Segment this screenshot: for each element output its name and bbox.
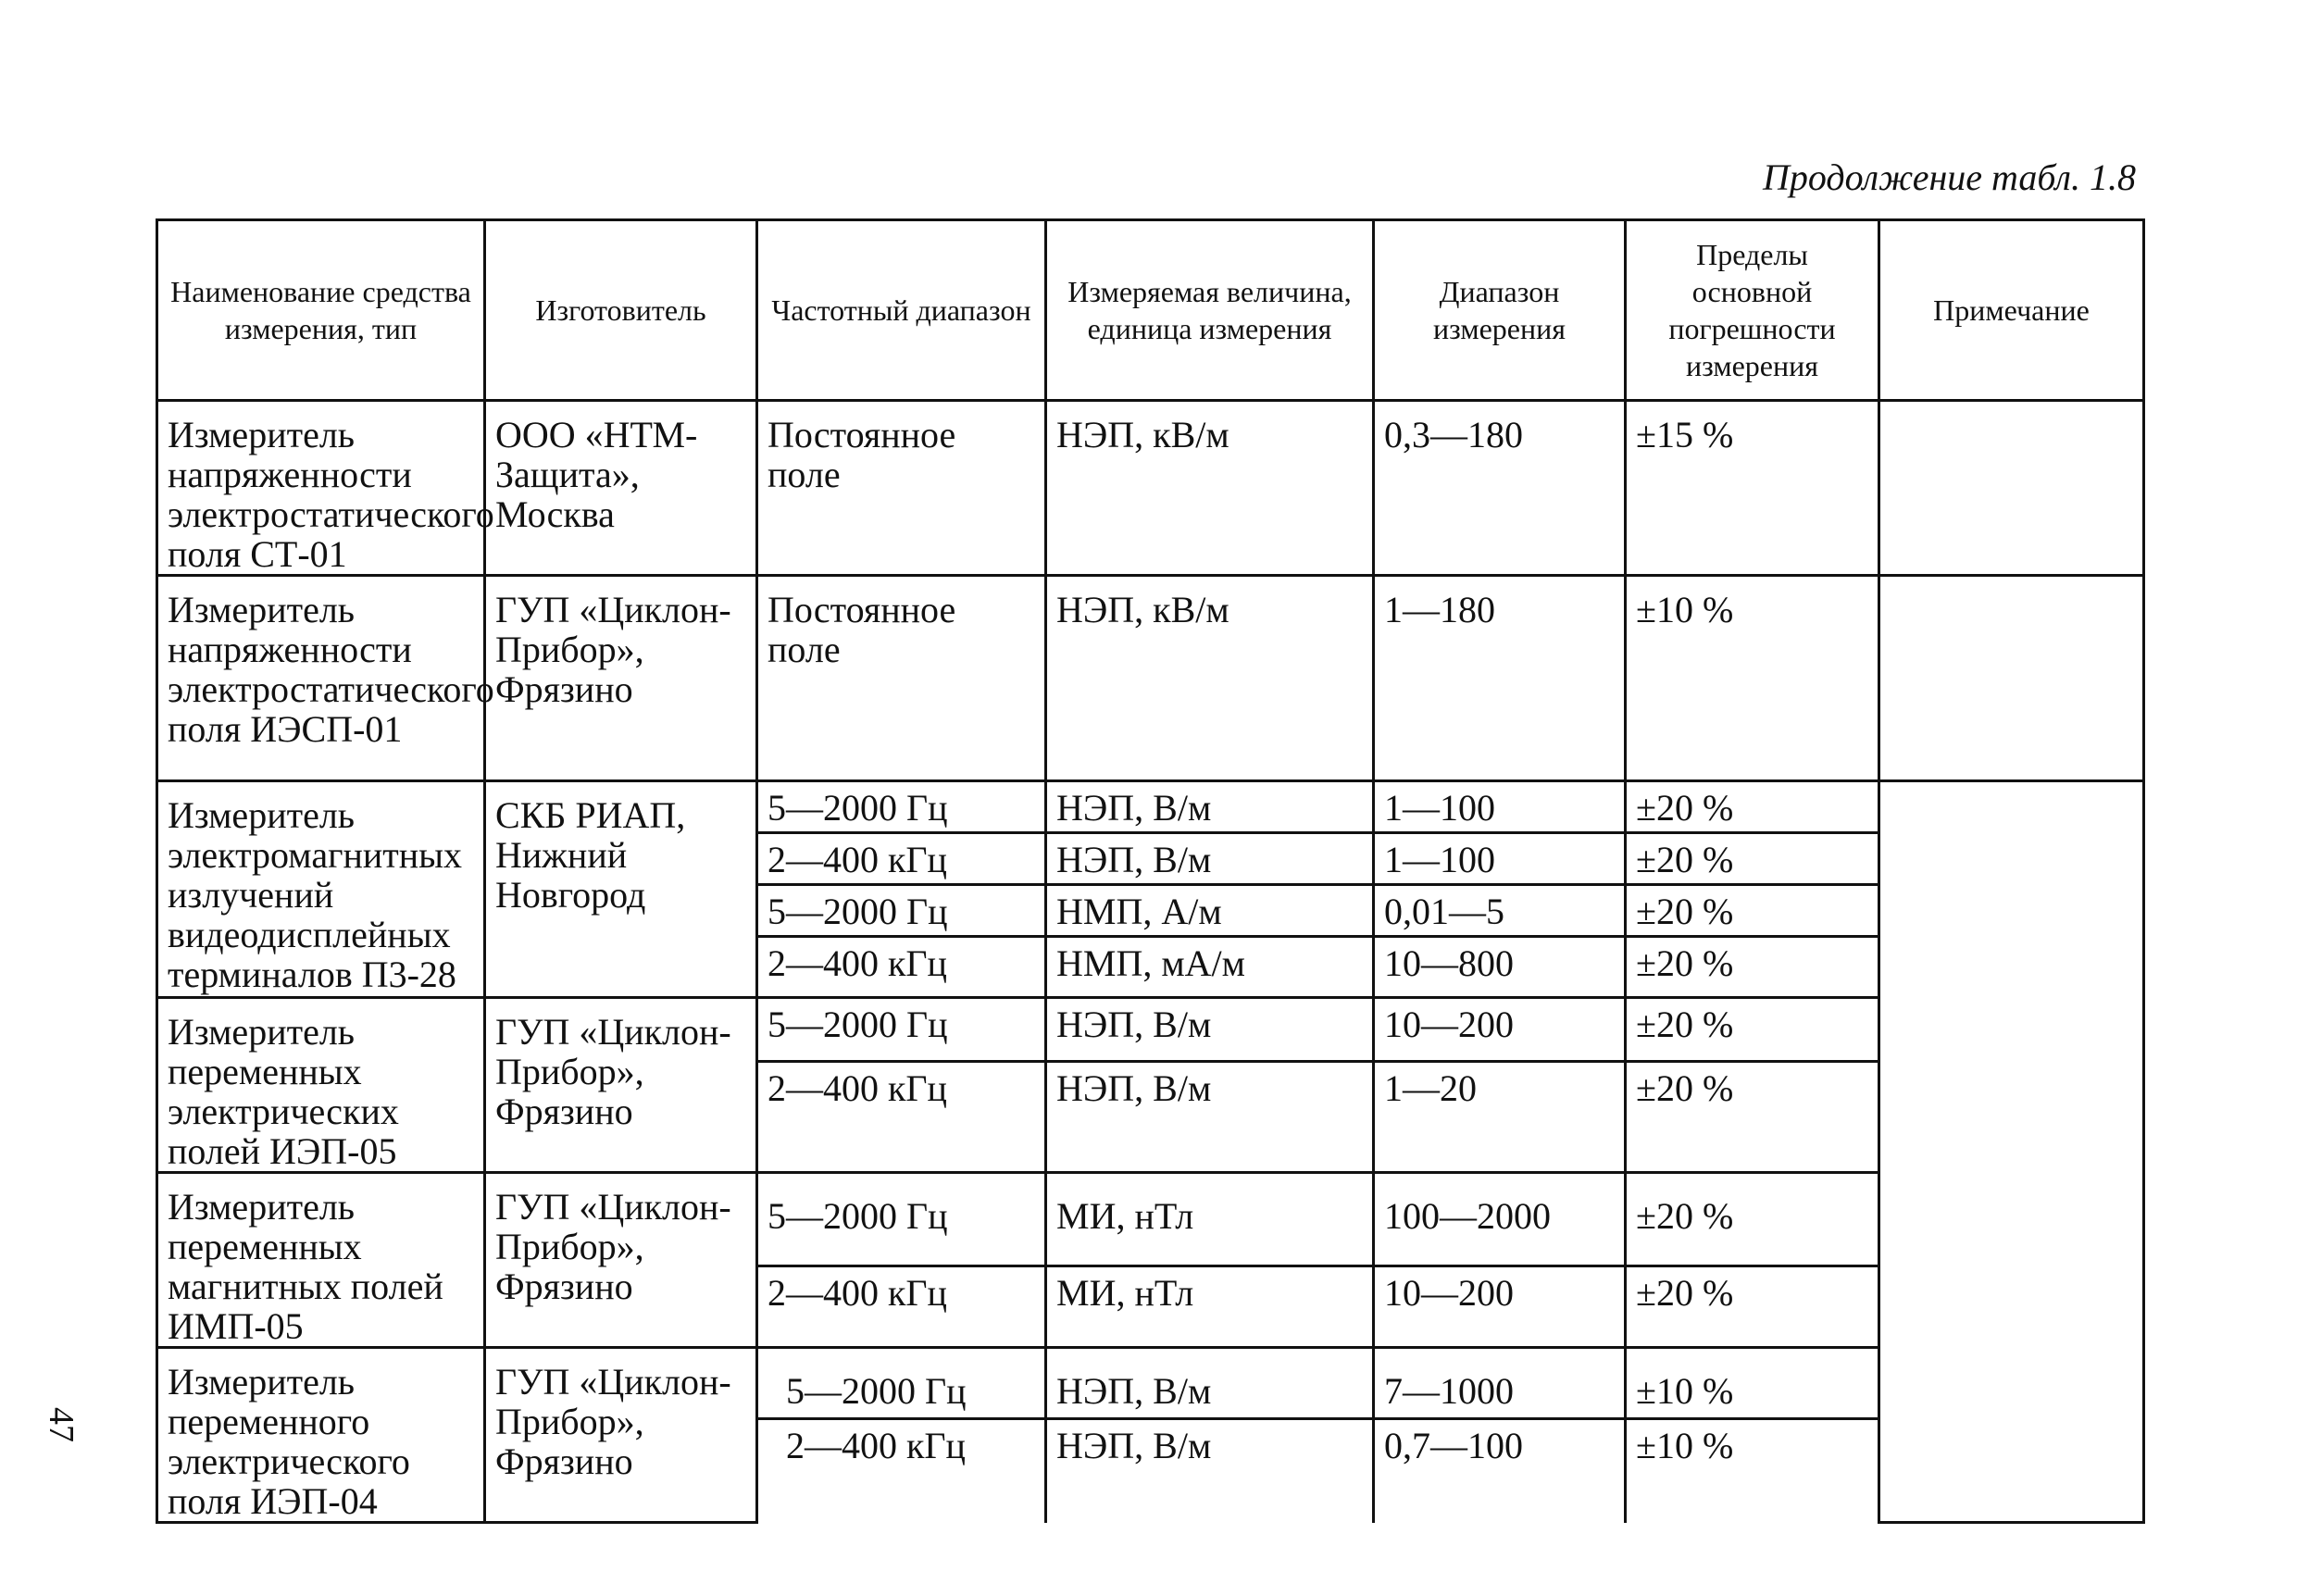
cell-quantity: МИ, нТл (1046, 1266, 1374, 1348)
cell-range: 0,3—180 (1374, 401, 1626, 576)
cell-note (1879, 781, 2144, 1523)
cell-range: 0,01—5 (1374, 885, 1626, 937)
cell-range: 0,7—100 (1374, 1419, 1626, 1523)
cell-maker: ГУП «Циклон-Прибор», Фрязино (485, 998, 757, 1173)
cell-name: Измеритель напряженности электростатического поля ИЭСП-01 (157, 576, 485, 781)
cell-quantity: НМП, А/м (1046, 885, 1374, 937)
cell-maker: ООО «НТМ-Защита», Москва (485, 401, 757, 576)
cell-name: Измеритель переменного электрического поля ИЭП-04 (157, 1348, 485, 1523)
cell-quantity: МИ, нТл (1046, 1173, 1374, 1266)
cell-note (1879, 576, 2144, 781)
instruments-table (156, 218, 2145, 1524)
cell-error: ±20 % (1626, 1062, 1879, 1173)
cell-frequency: 5—2000 Гц (757, 781, 1046, 833)
cell-quantity: НМП, мА/м (1046, 937, 1374, 998)
cell-name: Измеритель напряженности электростатического поля СТ-01 (157, 401, 485, 576)
header-error: Пределы основной погрешности измерения (1626, 220, 1879, 401)
cell-quantity: НЭП, В/м (1046, 1348, 1374, 1419)
cell-quantity: НЭП, В/м (1046, 833, 1374, 885)
table-caption: Продолжение табл. 1.8 (1762, 156, 2136, 198)
cell-range: 100—2000 (1374, 1173, 1626, 1266)
page-number: 47 (42, 1407, 81, 1442)
header-range: Диапазон измерения (1374, 220, 1626, 401)
cell-frequency: 5—2000 Гц (757, 1348, 1046, 1419)
cell-frequency: Постоянное поле (757, 401, 1046, 576)
cell-frequency: 2—400 кГц (757, 1062, 1046, 1173)
cell-error: ±20 % (1626, 1173, 1879, 1266)
cell-error: ±10 % (1626, 1348, 1879, 1419)
cell-frequency: Постоянное поле (757, 576, 1046, 781)
cell-error: ±15 % (1626, 401, 1879, 576)
cell-maker: ГУП «Циклон-Прибор», Фрязино (485, 1348, 757, 1523)
cell-name: Измеритель переменных магнитных полей ИМП-05 (157, 1173, 485, 1348)
cell-maker: ГУП «Циклон-Прибор», Фрязино (485, 1173, 757, 1348)
cell-range: 1—180 (1374, 576, 1626, 781)
cell-name: Измеритель переменных электрических полей ИЭП-05 (157, 998, 485, 1173)
cell-frequency: 5—2000 Гц (757, 1173, 1046, 1266)
header-note: Примечание (1879, 220, 2144, 401)
cell-range: 1—20 (1374, 1062, 1626, 1173)
cell-range: 1—100 (1374, 833, 1626, 885)
table-header-row (157, 220, 2144, 401)
table-row (157, 781, 2144, 833)
header-name: Наименование средства измерения, тип (157, 220, 485, 401)
cell-error: ±20 % (1626, 833, 1879, 885)
table-row (157, 576, 2144, 781)
cell-name: Измеритель электромагнитных излучений видеодисплейных терминалов П3-28 (157, 781, 485, 998)
cell-maker: СКБ РИАП, Нижний Новгород (485, 781, 757, 998)
header-maker: Изготовитель (485, 220, 757, 401)
cell-error: ±20 % (1626, 781, 1879, 833)
cell-frequency: 2—400 кГц (757, 1419, 1046, 1523)
cell-quantity: НЭП, кВ/м (1046, 401, 1374, 576)
cell-maker: ГУП «Циклон-Прибор», Фрязино (485, 576, 757, 781)
cell-quantity: НЭП, В/м (1046, 1419, 1374, 1523)
cell-error: ±10 % (1626, 576, 1879, 781)
cell-quantity: НЭП, В/м (1046, 1062, 1374, 1173)
table-row (157, 998, 2144, 1062)
table-row (157, 1348, 2144, 1419)
cell-error: ±20 % (1626, 937, 1879, 998)
cell-frequency: 2—400 кГц (757, 937, 1046, 998)
cell-error: ±20 % (1626, 1266, 1879, 1348)
cell-error: ±20 % (1626, 998, 1879, 1062)
cell-range: 7—1000 (1374, 1348, 1626, 1419)
table-row (157, 1173, 2144, 1266)
cell-range: 1—100 (1374, 781, 1626, 833)
cell-error: ±10 % (1626, 1419, 1879, 1523)
cell-note (1879, 401, 2144, 576)
cell-range: 10—200 (1374, 1266, 1626, 1348)
cell-quantity: НЭП, кВ/м (1046, 576, 1374, 781)
cell-frequency: 2—400 кГц (757, 1266, 1046, 1348)
cell-range: 10—800 (1374, 937, 1626, 998)
cell-error: ±20 % (1626, 885, 1879, 937)
cell-frequency: 5—2000 Гц (757, 998, 1046, 1062)
cell-frequency: 5—2000 Гц (757, 885, 1046, 937)
header-frequency: Частотный диапазон (757, 220, 1046, 401)
header-quantity: Измеряемая величина, единица измерения (1046, 220, 1374, 401)
cell-quantity: НЭП, В/м (1046, 998, 1374, 1062)
cell-frequency: 2—400 кГц (757, 833, 1046, 885)
table-row (157, 401, 2144, 576)
cell-quantity: НЭП, В/м (1046, 781, 1374, 833)
cell-range: 10—200 (1374, 998, 1626, 1062)
